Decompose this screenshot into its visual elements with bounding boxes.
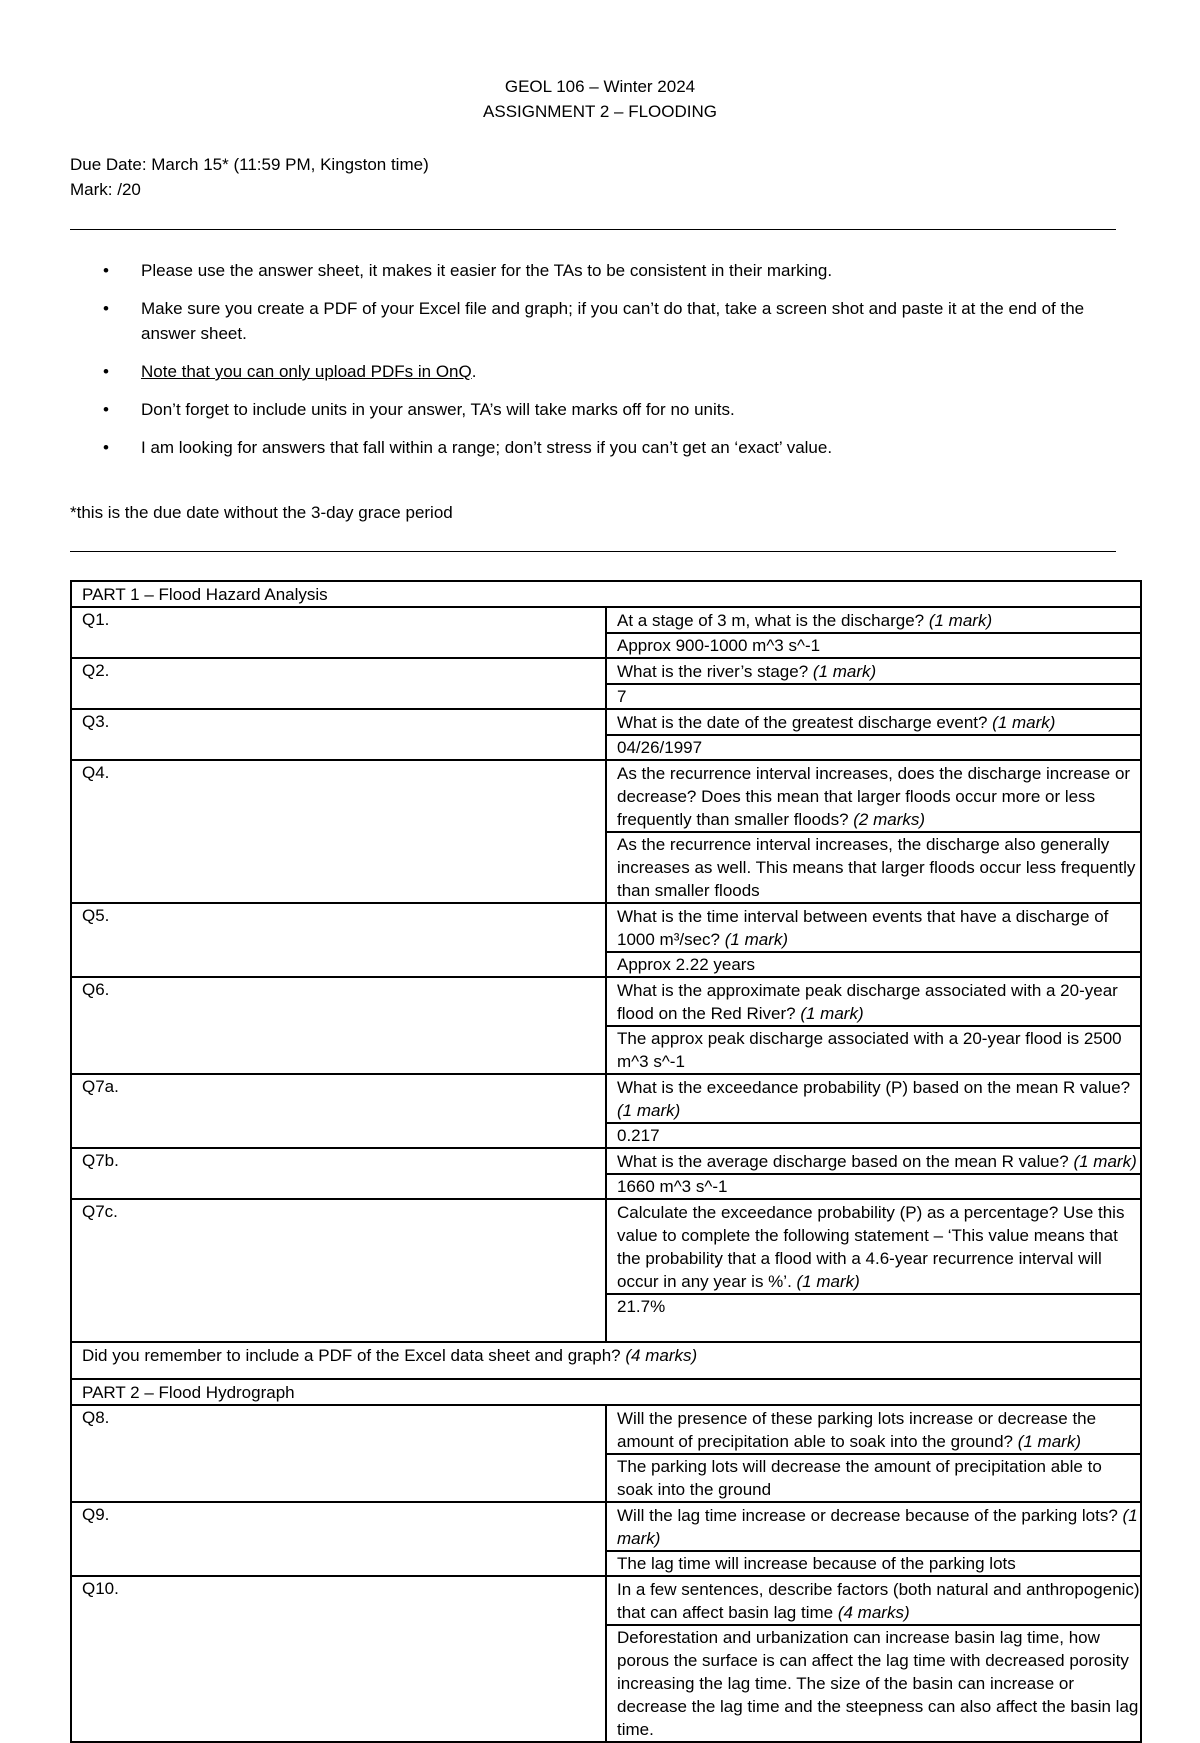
instruction-item: • Don’t forget to include units in your answer, TA’s will take marks off for no units. (70, 397, 1130, 422)
question-number: Q7c. (71, 1199, 606, 1342)
question-number: Q3. (71, 709, 606, 760)
question-marks: (1 mark) (800, 1004, 864, 1023)
assignment-title: ASSIGNMENT 2 – FLOODING (483, 102, 717, 121)
question-row (71, 977, 1141, 1026)
course-title: GEOL 106 – Winter 2024 (504, 77, 696, 96)
question-number: Q6. (71, 977, 606, 1074)
question-number: Q9. (71, 1502, 606, 1576)
answer-text: The lag time will increase because of the parking lots (606, 1551, 1141, 1576)
question-number: Q1. (71, 607, 606, 658)
question-text: What is the river’s stage? (1 mark) (606, 658, 1141, 684)
question-row (71, 1074, 1141, 1123)
question-text: In a few sentences, describe factors (both natural and anthropogenic) that can affect basin lag time (4 marks) (606, 1576, 1141, 1625)
question-number: Q7a. (71, 1074, 606, 1148)
question-number: Q8. (71, 1405, 606, 1502)
question-text: As the recurrence interval increases, does the discharge increase or decrease? Does this mean that larger floods occur more or less frequently than smaller floods? (2 marks) (606, 760, 1141, 832)
question-number: Q2. (71, 658, 606, 709)
underlined-note: Note that you can only upload PDFs in OnQ (141, 362, 472, 381)
instruction-item: • I am looking for answers that fall within a range; don’t stress if you can’t get an ‘exact’ value. (70, 435, 1130, 460)
answer-table (70, 580, 1142, 1743)
answer-text: The parking lots will decrease the amount of precipitation able to soak into the ground (606, 1454, 1141, 1502)
question-text: What is the exceedance probability (P) based on the mean R value? (1 mark) (606, 1074, 1141, 1123)
question-row (71, 607, 1141, 633)
question-text: What is the time interval between events that have a discharge of 1000 m³/sec? (1 mark) (606, 903, 1141, 952)
question-marks: (1 mark) (928, 611, 993, 630)
due-date: Due Date: March 15* (11:59 PM, Kingston time) (70, 155, 429, 174)
question-text: Will the lag time increase or decrease because of the parking lots? (1 mark) (606, 1502, 1141, 1551)
question-marks: (1 mark) (796, 1272, 860, 1291)
question-text: At a stage of 3 m, what is the discharge? (1 mark) (606, 607, 1141, 633)
answer-text: The approx peak discharge associated with a 20-year flood is 2500 m^3 s^-1 (606, 1026, 1141, 1074)
answer-text: Approx 900-1000 m^3 s^-1 (606, 633, 1141, 658)
question-row (71, 903, 1141, 952)
instructions-list (70, 258, 1130, 473)
question-marks: (1 mark) (724, 930, 789, 949)
reminder-row (71, 1342, 1141, 1379)
question-marks: (1 mark) (812, 662, 877, 681)
part-2-title: PART 2 – Flood Hydrograph (71, 1379, 1141, 1405)
question-row (71, 1405, 1141, 1454)
question-text: What is the date of the greatest discharge event? (1 mark) (606, 709, 1141, 735)
answer-text: 1660 m^3 s^-1 (606, 1174, 1141, 1199)
question-marks: (2 marks) (853, 810, 926, 829)
question-number: Q4. (71, 760, 606, 903)
assignment-meta (70, 152, 429, 202)
divider-top (70, 229, 1116, 230)
reminder-marks: (4 marks) (625, 1346, 698, 1365)
question-marks: (1 mark) (992, 713, 1056, 732)
question-row (71, 1148, 1141, 1174)
question-text: Will the presence of these parking lots increase or decrease the amount of precipitation able to soak into the ground? (1 mark) (606, 1405, 1141, 1454)
answer-text: Approx 2.22 years (606, 952, 1141, 977)
answer-text: Deforestation and urbanization can increase basin lag time, how porous the surface is can affect the lag time with decreased porosity increasing the lag time. The size of the basin can increase or decrease the lag time and the steepness can also affect the basin lag time. (606, 1625, 1141, 1742)
document-header (0, 74, 1200, 124)
question-number: Q5. (71, 903, 606, 977)
question-text: What is the approximate peak discharge associated with a 20-year flood on the Red River? (1 mark) (606, 977, 1141, 1026)
divider-bottom (70, 551, 1116, 552)
answer-text: 7 (606, 684, 1141, 709)
answer-text: As the recurrence interval increases, the discharge also generally increases as well. This means that larger floods occur less frequently than smaller floods (606, 832, 1141, 903)
instruction-item: • Note that you can only upload PDFs in OnQ. (70, 359, 1130, 384)
question-marks: (1 mark) (617, 1506, 1138, 1548)
part-header-row (71, 1379, 1141, 1405)
question-marks: (1 mark) (1017, 1432, 1081, 1451)
question-row (71, 1502, 1141, 1551)
instruction-item: • Make sure you create a PDF of your Excel file and graph; if you can’t do that, take a screen shot and paste it at the end of the answer sheet. (70, 296, 1130, 346)
question-row (71, 658, 1141, 684)
question-text: What is the average discharge based on the mean R value? (1 mark) (606, 1148, 1141, 1174)
question-number: Q10. (71, 1576, 606, 1742)
answer-text: 0.217 (606, 1123, 1141, 1148)
question-marks: (4 marks) (837, 1603, 910, 1622)
answer-text: 04/26/1997 (606, 735, 1141, 760)
question-marks: (1 mark) (617, 1101, 681, 1120)
part-1-title: PART 1 – Flood Hazard Analysis (71, 581, 1141, 607)
question-row (71, 1576, 1141, 1625)
question-marks: (1 mark) (1073, 1152, 1137, 1171)
part-header-row (71, 581, 1141, 607)
question-number: Q7b. (71, 1148, 606, 1199)
instruction-item: • Please use the answer sheet, it makes it easier for the TAs to be consistent in their marking. (70, 258, 1130, 283)
question-text: Calculate the exceedance probability (P) as a percentage? Use this value to complete the following statement – ‘This value means that the probability that a flood with a 4.6-year recurrence interval will occur in any year is %’. (1 mark) (606, 1199, 1141, 1294)
total-mark: Mark: /20 (70, 180, 141, 199)
excel-reminder: Did you remember to include a PDF of the Excel data sheet and graph? (4 marks) (71, 1342, 1141, 1379)
question-row (71, 760, 1141, 832)
answer-text: 21.7% (606, 1294, 1141, 1342)
question-row (71, 709, 1141, 735)
question-row (71, 1199, 1141, 1294)
footnote: *this is the due date without the 3-day grace period (70, 503, 453, 522)
